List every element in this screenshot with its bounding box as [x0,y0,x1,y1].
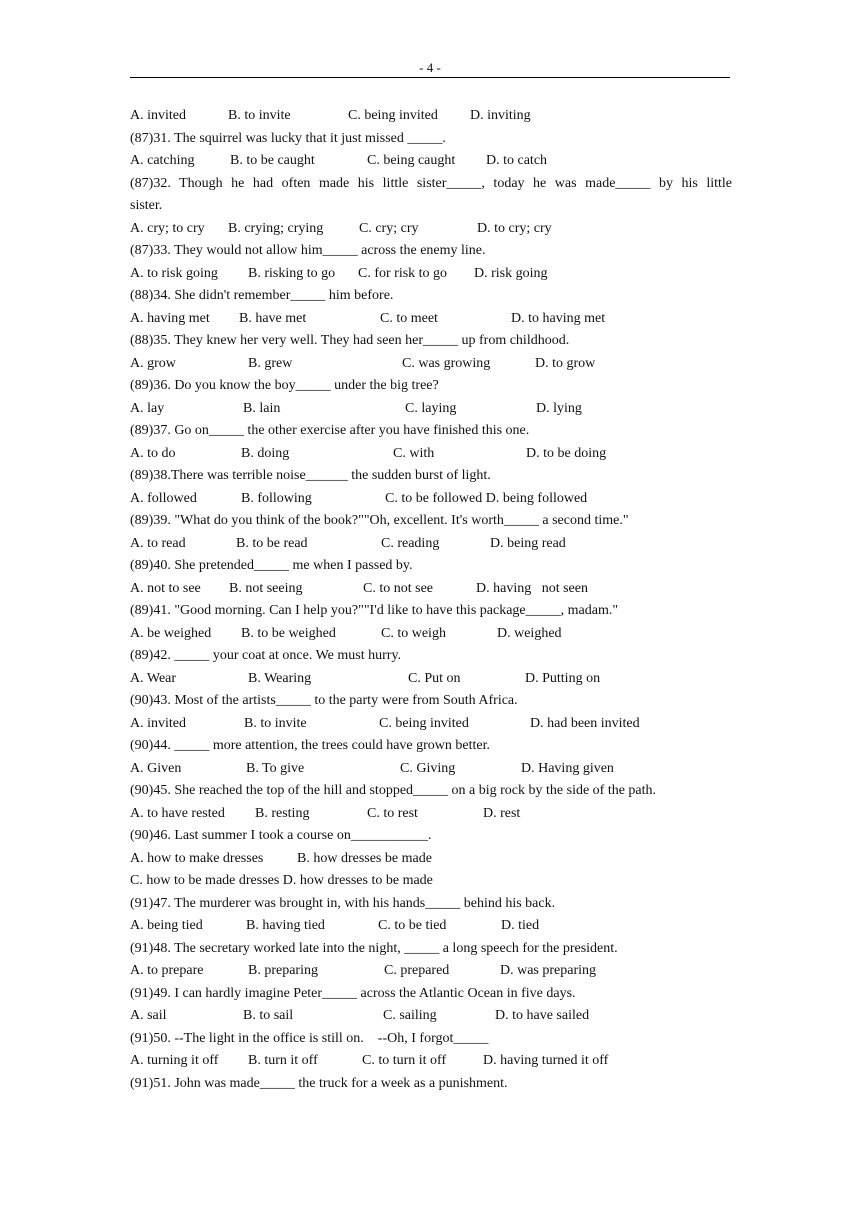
answer-option: D. rest [483,805,521,821]
answer-option: D. Having given [521,760,614,776]
answer-option: B. grew [248,355,293,371]
answer-option: D. having turned it off [483,1053,609,1068]
question-line: (87)32. Though he had often made his little sister_____, today he was made_____ by his little [130,175,732,191]
answer-option: C. to be followed D. being followed [385,490,588,506]
answer-option: A. cry; to cry [130,220,205,236]
question-line: (89)40. She pretended_____ me when I passed by. [130,558,413,573]
options-row [130,668,732,691]
answer-option: C. being caught [367,153,456,168]
question-line: (88)35. They knew her very well. They had seen her_____ up from childhood. [130,333,570,348]
answer-option: C. how to be made dresses D. how dresses to be made [130,873,433,888]
question-line: (89)36. Do you know the boy_____ under the big tree? [130,378,439,393]
question-line: (89)39. "What do you think of the book?""Oh, excellent. It's worth_____ a second time." [130,513,629,528]
answer-option: C. to turn it off [362,1053,447,1068]
answer-option: A. catching [130,153,195,168]
options-row [130,960,732,983]
answer-option: A. lay [130,400,165,416]
answer-option: D. was preparing [500,963,597,978]
question-line: (91)47. The murderer was brought in, with his hands_____ behind his back. [130,895,556,911]
answer-option: D. inviting [470,108,531,123]
answer-option: B. crying; crying [228,220,324,236]
answer-option: C. being invited [379,715,469,731]
answer-option: A. to have rested [130,805,225,821]
answer-option: C. to weigh [381,625,446,641]
answer-option: D. had been invited [530,715,640,731]
answer-option: C. was growing [402,355,491,371]
answer-option: D. to cry; cry [477,220,552,236]
answer-option: C. to be tied [378,918,447,933]
question-line: (88)34. She didn't remember_____ him before. [130,288,394,303]
answer-option: B. to invite [228,108,291,123]
options-row [130,870,732,893]
answer-option: B. To give [246,760,305,776]
answer-option: B. preparing [248,963,318,978]
question-line: (89)37. Go on_____ the other exercise after you have finished this one. [130,423,530,438]
question-line: (90)43. Most of the artists_____ to the party were from South Africa. [130,693,518,708]
answer-option: A. grow [130,355,176,371]
answer-option: B. lain [243,400,281,416]
answer-option: C. Giving [400,760,456,776]
options-row [130,105,732,128]
question-line: (89)38.There was terrible noise______ the sudden burst of light. [130,468,491,483]
answer-option: C. sailing [383,1008,437,1023]
options-row [130,398,732,421]
answer-option: C. reading [381,535,440,551]
answer-option: B. to be read [236,535,308,551]
answer-option: A. Given [130,760,182,776]
answer-option: B. following [241,490,312,506]
answer-option: C. cry; cry [359,220,419,236]
answer-option: D. weighed [497,625,562,641]
question-line: (91)49. I can hardly imagine Peter_____ across the Atlantic Ocean in five days. [130,985,576,1001]
answer-option: A. be weighed [130,625,212,641]
question-line: (87)31. The squirrel was lucky that it just missed _____. [130,130,446,146]
question-line: (90)45. She reached the top of the hill and stopped_____ on a big rock by the side of the path. [130,783,657,798]
answer-option: A. sail [130,1008,167,1023]
question-line: (89)41. "Good morning. Can I help you?""I'd like to have this package_____, madam." [130,603,619,618]
options-row [130,218,732,241]
question-line: (90)46. Last summer I took a course on___________. [130,828,432,843]
page-header [130,0,730,78]
answer-option: B. not seeing [229,580,303,596]
answer-option: B. resting [255,805,310,821]
options-row [130,308,732,331]
answer-option: A. invited [130,108,186,123]
answer-option: B. turn it off [248,1053,318,1068]
answer-option: B. to invite [244,715,307,731]
answer-option: B. to sail [243,1008,294,1023]
answer-option: C. laying [405,400,457,416]
answer-option: C. prepared [384,963,450,978]
options-row [130,848,732,871]
answer-option: A. to prepare [130,963,204,978]
document-body [130,105,732,1095]
page-number: - 4 - [419,60,441,75]
answer-option: B. have met [239,310,307,326]
options-row [130,443,732,466]
answer-option: C. to not see [363,580,433,596]
answer-option: D. lying [536,400,582,416]
answer-option: B. risking to go [248,265,336,281]
answer-option: A. to read [130,535,186,551]
answer-option: C. for risk to go [358,265,448,281]
answer-option: D. to grow [535,355,596,371]
question-line: (91)51. John was made_____ the truck for a week as a punishment. [130,1075,508,1091]
answer-option: D. being read [490,535,566,551]
options-row [130,713,732,736]
answer-option: C. to meet [380,310,438,326]
question-line: (89)42. _____ your coat at once. We must hurry. [130,648,402,663]
answer-option: B. Wearing [248,670,312,686]
options-row [130,915,732,938]
answer-option: C. to rest [367,805,418,821]
options-row [130,488,732,511]
options-row [130,353,732,376]
options-row [130,533,732,556]
answer-option: B. doing [241,445,290,461]
answer-option: D. tied [501,918,540,933]
answer-option: A. to risk going [130,265,218,281]
question-line: (90)44. _____ more attention, the trees could have grown better. [130,738,491,753]
answer-option: B. having tied [246,918,325,933]
question-line: (91)50. --The light in the office is still on. --Oh, I forgot_____ [130,1030,489,1046]
options-row [130,1050,732,1073]
answer-option: D. having not seen [476,580,588,596]
answer-option: A. followed [130,490,197,506]
answer-option: A. how to make dresses [130,850,264,866]
options-row [130,803,732,826]
answer-option: A. Wear [130,670,177,686]
answer-option: B. how dresses be made [297,850,432,866]
answer-option: A. invited [130,715,186,731]
answer-option: D. to having met [511,310,606,326]
answer-option: D. to have sailed [495,1008,590,1023]
answer-option: C. being invited [348,108,438,123]
answer-option: A. being tied [130,918,203,933]
options-row [130,1005,732,1028]
answer-option: D. risk going [474,265,548,281]
options-row [130,758,732,781]
answer-option: B. to be weighed [241,625,336,641]
question-line: sister. [130,198,163,213]
options-row [130,623,732,646]
question-line: (87)33. They would not allow him_____ across the enemy line. [130,243,486,258]
answer-option: B. to be caught [230,153,315,168]
answer-option: D. to catch [486,153,548,168]
question-line: (91)48. The secretary worked late into the night, _____ a long speech for the president. [130,940,618,956]
answer-option: A. not to see [130,580,201,596]
answer-option: C. with [393,445,435,461]
header-rule [130,77,730,78]
options-row [130,578,732,601]
options-row [130,263,732,286]
answer-option: A. having met [130,310,210,326]
answer-option: A. to do [130,445,176,461]
answer-option: D. to be doing [526,445,607,461]
answer-option: D. Putting on [525,670,601,686]
options-row [130,150,732,173]
answer-option: A. turning it off [130,1053,219,1068]
answer-option: C. Put on [408,670,461,686]
